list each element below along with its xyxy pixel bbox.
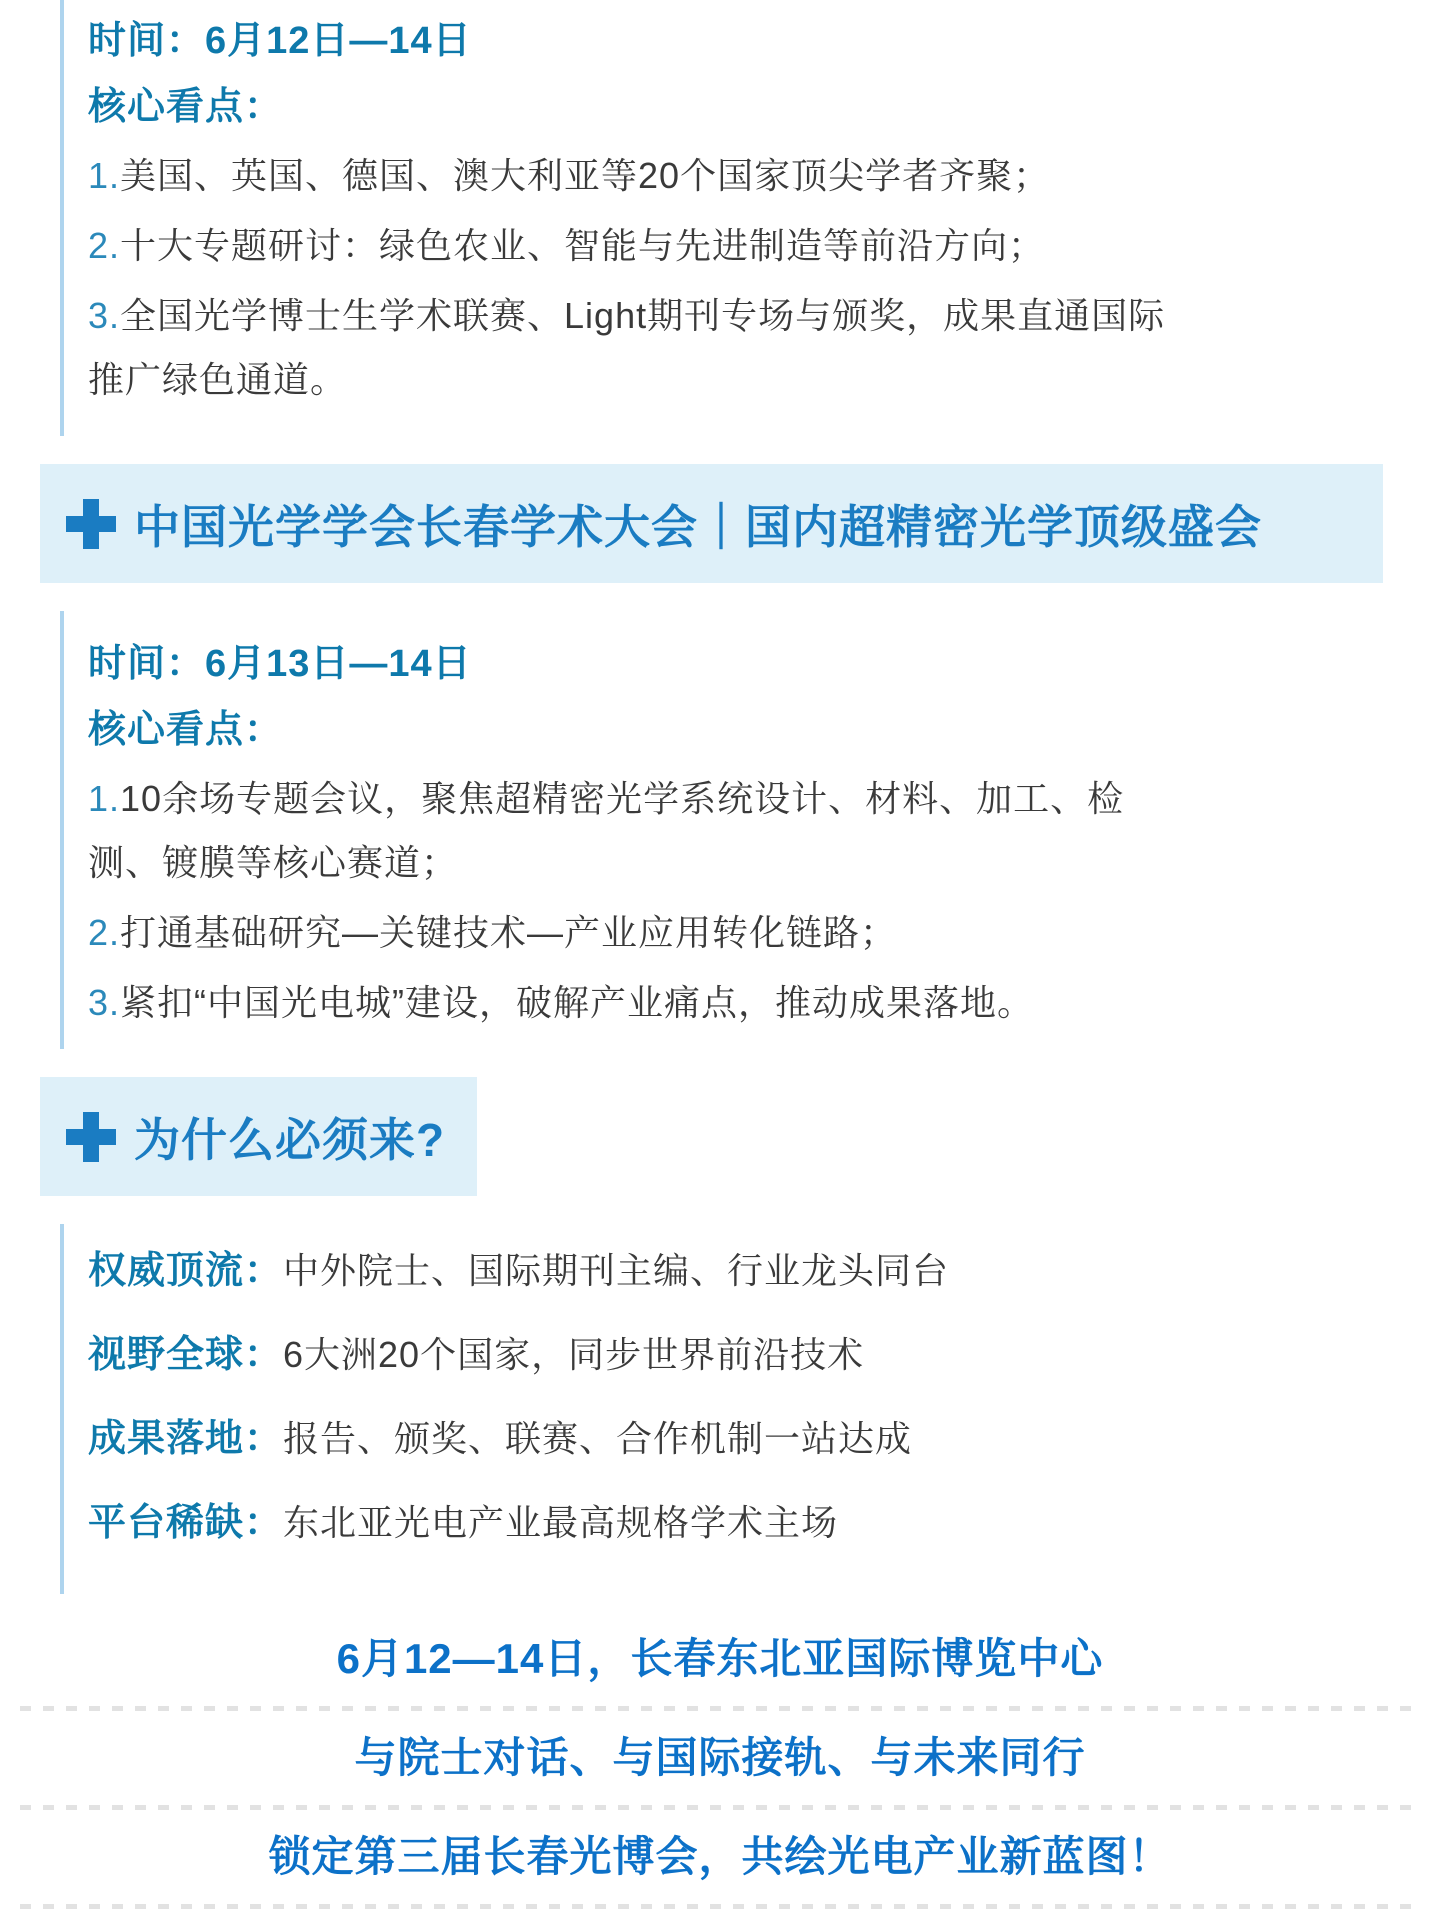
item-text: 全国光学博士生学术联赛、Light期刊专场与颁奖，成果直通国际推广绿色通道。 — [88, 295, 1166, 400]
dashed-divider — [20, 1706, 1420, 1711]
dashed-divider — [20, 1904, 1420, 1909]
highlight-item — [88, 767, 1188, 895]
reason-row — [88, 1406, 1188, 1480]
item-text: 10余场专题会议，聚焦超精密光学系统设计、材料、加工、检测、镀膜等核心赛道； — [88, 778, 1125, 883]
reason-text: 6大洲20个国家，同步世界前沿技术 — [283, 1334, 865, 1375]
highlight-item — [88, 284, 1188, 412]
session-highlights-label: 核心看点： — [88, 86, 284, 128]
session-time: 时间：6月13日—14日 — [88, 643, 472, 685]
dashed-divider — [20, 1805, 1420, 1810]
session-block-international — [60, 0, 1188, 436]
reason-label: 成果落地： — [88, 1418, 284, 1460]
item-text: 十大专题研讨：绿色农业、智能与先进制造等前沿方向； — [120, 225, 1046, 266]
reason-label: 视野全球： — [88, 1334, 284, 1376]
highlight-item — [88, 144, 1188, 208]
item-number: 3. — [88, 295, 121, 336]
item-number: 3. — [88, 982, 121, 1023]
reason-text: 东北亚光电产业最高规格学术主场 — [283, 1502, 839, 1543]
reason-label: 平台稀缺： — [88, 1502, 284, 1544]
footer-line-cta: 锁定第三届长春光博会，共绘光电产业新蓝图！ — [268, 1833, 1172, 1880]
footer-line-slogan: 与院士对话、与国际接轨、与未来同行 — [354, 1734, 1086, 1781]
session-time: 时间：6月12日—14日 — [88, 20, 472, 62]
reason-row — [88, 1322, 1188, 1396]
plus-icon — [66, 1112, 116, 1162]
section-banner-csoe-conference — [40, 464, 1383, 583]
item-number: 1. — [88, 778, 121, 819]
banner-title: 为什么必须来? — [134, 1113, 446, 1166]
footer-callout — [0, 1624, 1440, 1909]
reason-label: 权威顶流： — [88, 1250, 284, 1292]
section-banner-why-attend — [40, 1077, 477, 1196]
why-attend-block — [60, 1224, 1188, 1594]
item-number: 2. — [88, 912, 121, 953]
reason-row — [88, 1490, 1188, 1564]
highlight-item — [88, 971, 1188, 1035]
item-text: 美国、英国、德国、澳大利亚等20个国家顶尖学者齐聚； — [120, 155, 1051, 196]
item-text: 紧扣“中国光电城”建设，破解产业痛点，推动成果落地。 — [120, 982, 1035, 1023]
reason-row — [88, 1238, 1188, 1312]
item-text: 打通基础研究—关键技术—产业应用转化链路； — [120, 912, 898, 953]
footer-line-venue: 6月12—14日，长春东北亚国际博览中心 — [336, 1635, 1104, 1682]
highlight-item — [88, 901, 1188, 965]
reason-text: 中外院士、国际期刊主编、行业龙头同台 — [283, 1250, 950, 1291]
plus-icon — [66, 499, 116, 549]
banner-title: 中国光学学会长春学术大会｜国内超精密光学顶级盛会 — [134, 500, 1262, 553]
highlight-item — [88, 214, 1188, 278]
session-highlights-label: 核心看点： — [88, 709, 284, 751]
item-number: 2. — [88, 225, 121, 266]
session-block-csoe — [60, 611, 1188, 1049]
item-number: 1. — [88, 155, 121, 196]
reason-text: 报告、颁奖、联赛、合作机制一站达成 — [283, 1418, 913, 1459]
